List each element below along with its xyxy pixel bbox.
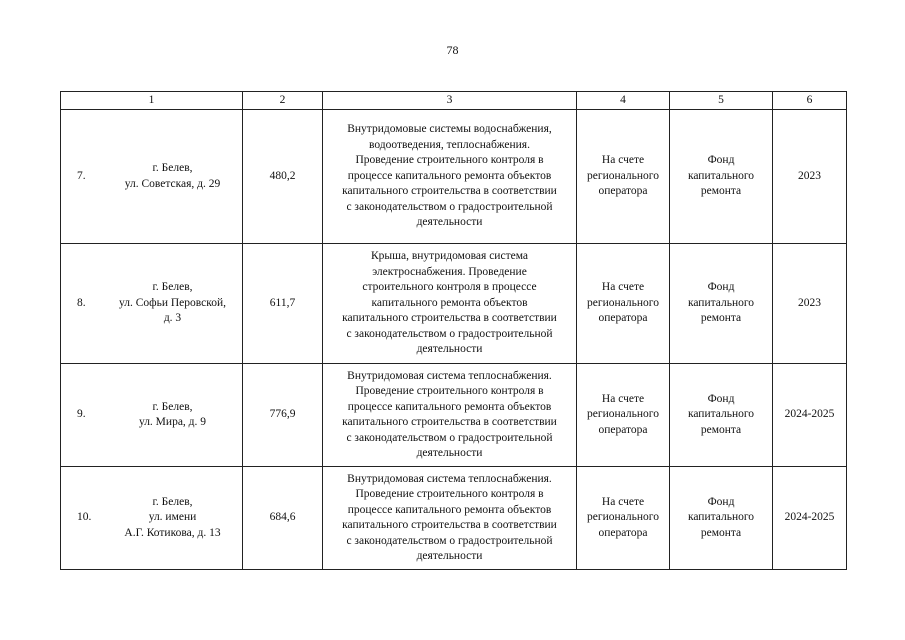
work-line: с законодательством о градостроительной bbox=[346, 431, 553, 444]
source-line: регионального bbox=[587, 511, 659, 524]
address bbox=[107, 161, 238, 192]
address-line: г. Белев, bbox=[152, 162, 193, 174]
row-number: 9. bbox=[77, 408, 86, 421]
year-cell: 2023 bbox=[773, 110, 847, 244]
work-line: Внутридомовая система теплоснабжения. bbox=[347, 369, 552, 382]
fund-line: ремонта bbox=[700, 423, 742, 436]
row-number: 10. bbox=[77, 511, 92, 524]
page-number: 78 bbox=[446, 43, 459, 57]
work-line: Проведение строительного контроля в bbox=[355, 154, 544, 167]
fund-line: капитального bbox=[687, 169, 755, 182]
header-cell: 1 bbox=[61, 92, 243, 110]
header-cell: 5 bbox=[670, 92, 773, 110]
address bbox=[107, 280, 238, 327]
funding-source-cell bbox=[577, 110, 670, 244]
fund-line: капитального bbox=[687, 511, 755, 524]
address-cell bbox=[61, 244, 243, 364]
address-line: д. 3 bbox=[163, 312, 182, 325]
area-cell: 776,9 bbox=[243, 364, 323, 467]
area-cell: 611,7 bbox=[243, 244, 323, 364]
address-line: ул. Мира, д. 9 bbox=[138, 416, 207, 428]
work-line: процессе капитального ремонта объектов bbox=[347, 400, 552, 413]
address-line: А.Г. Котикова, д. 13 bbox=[124, 526, 221, 539]
fund-line: Фонд bbox=[707, 154, 735, 167]
fund-cell bbox=[670, 110, 773, 244]
address-line: ул. Софьи Перовской, bbox=[118, 296, 227, 309]
address-line: г. Белев, bbox=[152, 281, 193, 294]
work-line: капитального ремонта объектов bbox=[371, 296, 528, 309]
fund-line: Фонд bbox=[707, 281, 735, 294]
fund-cell bbox=[670, 364, 773, 467]
header-cell: 3 bbox=[323, 92, 577, 110]
source-line: оператора bbox=[598, 312, 648, 325]
fund-line: капитального bbox=[687, 408, 755, 421]
work-line: с законодательством о градостроительной bbox=[346, 327, 553, 340]
address bbox=[107, 495, 238, 542]
work-line: капитального строительства в соответствии bbox=[342, 185, 557, 198]
source-line: оператора bbox=[598, 185, 648, 198]
source-line: оператора bbox=[598, 423, 648, 436]
work-line: с законодательством о градостроительной bbox=[346, 200, 553, 213]
work-line: деятельности bbox=[416, 343, 483, 356]
repair-schedule-table bbox=[60, 91, 847, 570]
work-line: строительного контроля в процессе bbox=[362, 281, 537, 294]
table-row bbox=[61, 467, 847, 570]
fund-line: ремонта bbox=[700, 312, 742, 325]
work-line: Крыша, внутридомовая система bbox=[370, 250, 528, 263]
work-cell bbox=[323, 110, 577, 244]
work-line: деятельности bbox=[416, 216, 483, 229]
work-line: процессе капитального ремонта объектов bbox=[347, 169, 552, 182]
fund-cell bbox=[670, 244, 773, 364]
address-line: ул. Советская, д. 29 bbox=[124, 177, 221, 190]
funding-source-cell bbox=[577, 467, 670, 570]
area-cell: 684,6 bbox=[243, 467, 323, 570]
table-row bbox=[61, 110, 847, 244]
work-line: с законодательством о градостроительной bbox=[346, 534, 553, 547]
area-cell: 480,2 bbox=[243, 110, 323, 244]
address-line: г. Белев, bbox=[152, 495, 193, 508]
fund-line: Фонд bbox=[707, 495, 735, 508]
year-cell: 2024-2025 bbox=[773, 467, 847, 570]
address bbox=[107, 400, 238, 431]
work-cell bbox=[323, 244, 577, 364]
work-line: капитального строительства в соответствии bbox=[342, 519, 557, 531]
source-line: регионального bbox=[587, 408, 659, 421]
fund-line: ремонта bbox=[700, 526, 742, 539]
source-line: регионального bbox=[587, 169, 659, 182]
row-number: 7. bbox=[77, 169, 86, 182]
funding-source-cell bbox=[577, 244, 670, 364]
source-line: На счете bbox=[601, 392, 645, 405]
header-cell: 6 bbox=[773, 92, 847, 110]
work-line: процессе капитального ремонта объектов bbox=[347, 503, 552, 516]
fund-line: капитального bbox=[687, 296, 755, 309]
address-cell bbox=[61, 110, 243, 244]
table-row bbox=[61, 364, 847, 467]
address-cell bbox=[61, 467, 243, 570]
work-line: Внутридомовая система теплоснабжения. bbox=[347, 472, 552, 485]
fund-line: Фонд bbox=[707, 392, 735, 405]
year-cell: 2023 bbox=[773, 244, 847, 364]
source-line: На счете bbox=[601, 281, 645, 294]
work-line: электроснабжения. Проведение bbox=[372, 265, 527, 278]
source-line: На счете bbox=[601, 154, 645, 167]
funding-source-cell bbox=[577, 364, 670, 467]
work-line: капитального строительства в соответствии bbox=[342, 312, 557, 325]
address-cell bbox=[61, 364, 243, 467]
source-line: оператора bbox=[598, 526, 648, 539]
year-cell: 2024-2025 bbox=[773, 364, 847, 467]
work-line: Проведение строительного контроля в bbox=[355, 488, 544, 500]
work-line: деятельности bbox=[416, 447, 483, 459]
work-cell bbox=[323, 467, 577, 570]
work-line: Внутридомовые системы водоснабжения, bbox=[347, 123, 552, 136]
address-line: г. Белев, bbox=[152, 400, 193, 413]
header-cell: 4 bbox=[577, 92, 670, 110]
work-line: капитального строительства в соответствии bbox=[342, 416, 557, 428]
fund-cell bbox=[670, 467, 773, 570]
work-line: деятельности bbox=[416, 550, 483, 562]
address-line: ул. имени bbox=[148, 511, 197, 524]
row-number: 8. bbox=[77, 296, 86, 309]
fund-line: ремонта bbox=[700, 185, 742, 198]
table-row bbox=[61, 244, 847, 364]
source-line: регионального bbox=[587, 296, 659, 309]
work-line: водоотведения, теплоснабжения. bbox=[369, 138, 530, 151]
header-row bbox=[61, 92, 847, 110]
source-line: На счете bbox=[601, 495, 645, 508]
work-cell bbox=[323, 364, 577, 467]
work-line: Проведение строительного контроля в bbox=[355, 385, 544, 397]
header-cell: 2 bbox=[243, 92, 323, 110]
